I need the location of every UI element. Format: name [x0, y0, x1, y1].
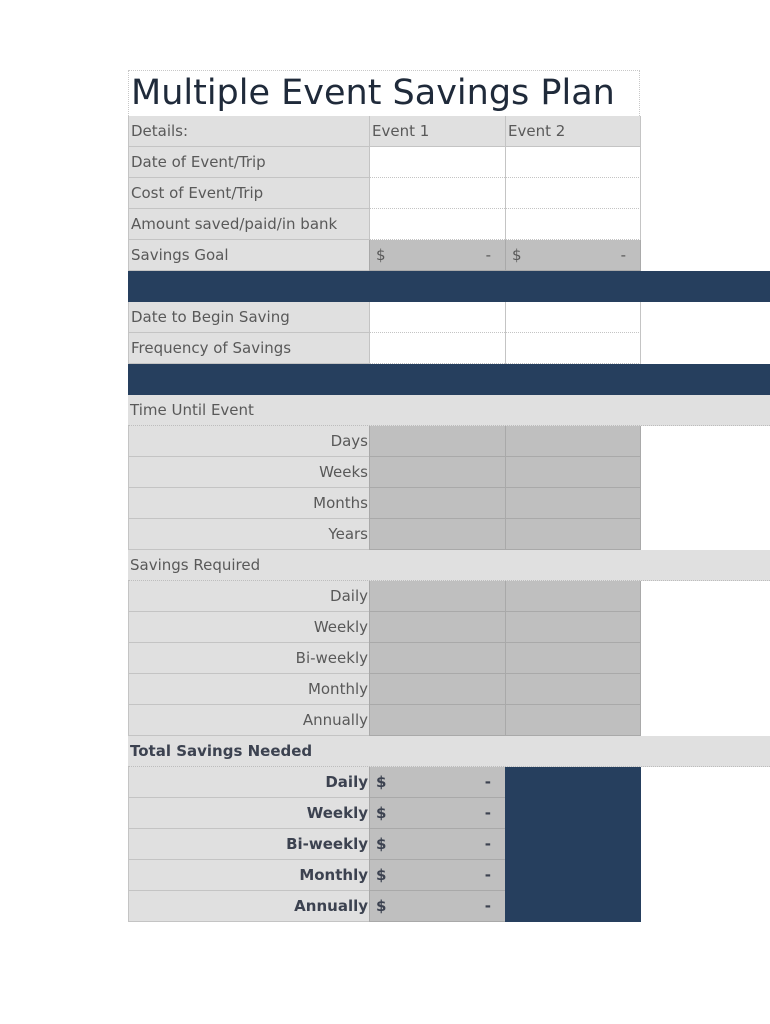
time-until-label: Weeks: [128, 457, 369, 488]
total-savings-label: Weekly: [128, 798, 369, 829]
goal-value: -: [620, 246, 626, 264]
currency-symbol: $: [376, 897, 387, 915]
total-savings-value: [369, 891, 505, 922]
total-savings-value: [369, 798, 505, 829]
event1-savings-goal: [369, 240, 505, 271]
event2-time-until-value: [505, 457, 641, 488]
currency-symbol: $: [512, 246, 522, 264]
total-savings-heading: Total Savings Needed: [128, 736, 770, 767]
event1-begin-input[interactable]: [369, 302, 505, 333]
savings-plan-sheet: [128, 70, 770, 922]
total-savings-label: Monthly: [128, 860, 369, 891]
total-savings-label: Bi-weekly: [128, 829, 369, 860]
total-savings-value: [369, 829, 505, 860]
total-value: -: [484, 804, 491, 822]
event2-cost-input[interactable]: [505, 178, 641, 209]
event2-total-block: [505, 829, 641, 860]
event1-savings-required-value: [369, 581, 505, 612]
event1-time-until-value: [369, 457, 505, 488]
event2-savings-required-value: [505, 674, 641, 705]
event2-date-input[interactable]: [505, 147, 641, 178]
currency-symbol: $: [376, 773, 387, 791]
event2-savings-required-value: [505, 705, 641, 736]
savings-required-heading: Savings Required: [128, 550, 770, 581]
event1-savings-required-value: [369, 643, 505, 674]
event2-total-block: [505, 767, 641, 798]
event1-savings-required-value: [369, 674, 505, 705]
event2-frequency-input[interactable]: [505, 333, 641, 364]
goal-value: -: [485, 246, 491, 264]
savings-required-label: Bi-weekly: [128, 643, 369, 674]
event2-time-until-value: [505, 488, 641, 519]
details-header: Details:: [128, 116, 369, 147]
time-until-label: Days: [128, 426, 369, 457]
currency-symbol: $: [376, 246, 386, 264]
event1-frequency-input[interactable]: [369, 333, 505, 364]
date-of-event-label: Date of Event/Trip: [128, 147, 369, 178]
currency-symbol: $: [376, 804, 387, 822]
time-until-row: [128, 519, 770, 550]
total-savings-row: [128, 829, 770, 860]
time-until-label: Months: [128, 488, 369, 519]
event2-time-until-value: [505, 519, 641, 550]
event1-header[interactable]: Event 1: [369, 116, 505, 147]
total-value: -: [484, 897, 491, 915]
total-value: -: [484, 835, 491, 853]
savings-required-row: [128, 643, 770, 674]
currency-symbol: $: [376, 835, 387, 853]
event1-savings-required-value: [369, 612, 505, 643]
event1-saved-input[interactable]: [369, 209, 505, 240]
amount-saved-label: Amount saved/paid/in bank: [128, 209, 369, 240]
section-divider: [128, 271, 770, 302]
savings-required-row: [128, 674, 770, 705]
event2-header[interactable]: Event 2: [505, 116, 641, 147]
total-savings-row: [128, 798, 770, 829]
total-savings-label: Annually: [128, 891, 369, 922]
total-savings-value: [369, 767, 505, 798]
event2-total-block: [505, 798, 641, 829]
event2-savings-goal: [505, 240, 641, 271]
event2-total-block: [505, 860, 641, 891]
event2-savings-required-value: [505, 612, 641, 643]
event1-cost-input[interactable]: [369, 178, 505, 209]
event1-date-input[interactable]: [369, 147, 505, 178]
section-divider: [128, 364, 770, 395]
event2-begin-input[interactable]: [505, 302, 641, 333]
total-savings-row: [128, 860, 770, 891]
total-value: -: [484, 866, 491, 884]
cost-of-event-label: Cost of Event/Trip: [128, 178, 369, 209]
time-until-event-heading: Time Until Event: [128, 395, 770, 426]
time-until-row: [128, 457, 770, 488]
event2-total-block: [505, 891, 641, 922]
time-until-row: [128, 488, 770, 519]
savings-required-label: Daily: [128, 581, 369, 612]
savings-goal-label: Savings Goal: [128, 240, 369, 271]
event2-saved-input[interactable]: [505, 209, 641, 240]
savings-required-row: [128, 612, 770, 643]
total-savings-row: [128, 767, 770, 798]
savings-required-label: Monthly: [128, 674, 369, 705]
event2-time-until-value: [505, 426, 641, 457]
total-savings-value: [369, 860, 505, 891]
time-until-label: Years: [128, 519, 369, 550]
event1-time-until-value: [369, 519, 505, 550]
total-value: -: [484, 773, 491, 791]
event2-savings-required-value: [505, 643, 641, 674]
savings-required-row: [128, 705, 770, 736]
event1-time-until-value: [369, 488, 505, 519]
savings-required-row: [128, 581, 770, 612]
event1-savings-required-value: [369, 705, 505, 736]
total-savings-label: Daily: [128, 767, 369, 798]
savings-required-label: Annually: [128, 705, 369, 736]
currency-symbol: $: [376, 866, 387, 884]
frequency-label: Frequency of Savings: [128, 333, 369, 364]
event1-time-until-value: [369, 426, 505, 457]
page-title: Multiple Event Savings Plan: [128, 70, 640, 116]
time-until-row: [128, 426, 770, 457]
total-savings-row: [128, 891, 770, 922]
event2-savings-required-value: [505, 581, 641, 612]
date-begin-label: Date to Begin Saving: [128, 302, 369, 333]
savings-required-label: Weekly: [128, 612, 369, 643]
